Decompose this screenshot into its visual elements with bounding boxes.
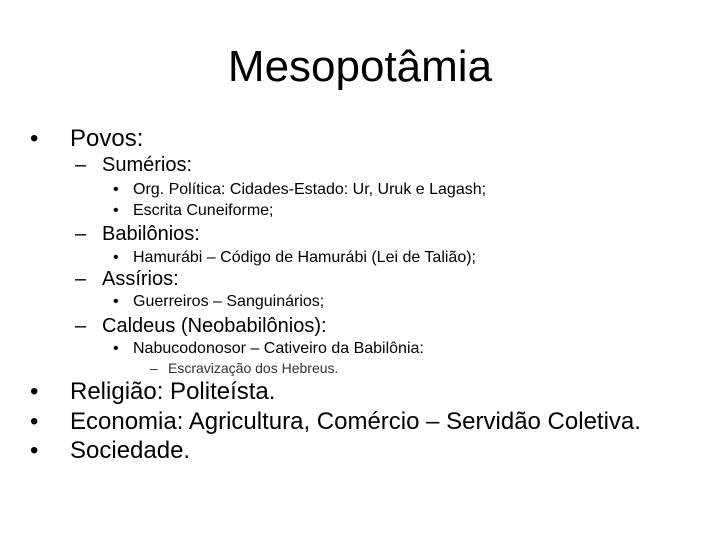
- sociedade-line: Sociedade.: [70, 437, 191, 464]
- assirios-item-guerreiros: Guerreiros – Sanguinários;: [133, 293, 325, 310]
- bullet-marker: •: [30, 378, 39, 405]
- bullet-marker: •: [30, 408, 39, 435]
- religiao-line: Religião: Politeísta.: [70, 378, 276, 405]
- bullet-marker: •: [113, 340, 119, 357]
- dash-marker: –: [75, 154, 87, 176]
- dash-marker: –: [75, 315, 87, 337]
- bullet-marker: •: [113, 181, 119, 198]
- dash-marker: –: [75, 223, 87, 245]
- bullet-marker: •: [113, 249, 119, 266]
- dash-marker: –: [150, 360, 158, 376]
- sumerios-heading: Sumérios:: [102, 154, 193, 176]
- bullet-marker: •: [113, 202, 119, 219]
- bullet-marker: •: [30, 437, 39, 464]
- economia-line: Economia: Agricultura, Comércio – Servidão Coletiva.: [70, 408, 641, 435]
- slide-title: Mesopotâmia: [227, 42, 493, 91]
- bullet-marker: •: [30, 125, 39, 152]
- sumerios-item-politica: Org. Política: Cidades-Estado: Ur, Uruk e Lagash;: [133, 181, 487, 198]
- caldeus-subitem-hebreus: Escravização dos Hebreus.: [168, 360, 339, 376]
- bullet-marker: •: [113, 293, 119, 310]
- assirios-heading: Assírios:: [102, 268, 179, 290]
- sumerios-item-escrita: Escrita Cuneiforme;: [133, 202, 274, 219]
- caldeus-heading: Caldeus (Neobabilônios):: [102, 315, 327, 337]
- caldeus-item-nabucodonosor: Nabucodonosor – Cativeiro da Babilônia:: [133, 340, 424, 357]
- povos-heading: Povos:: [70, 125, 144, 152]
- babilonios-heading: Babilônios:: [102, 223, 200, 245]
- dash-marker: –: [75, 268, 87, 290]
- babilonios-item-hamurabi: Hamurábi – Código de Hamurábi (Lei de Talião);: [133, 249, 476, 266]
